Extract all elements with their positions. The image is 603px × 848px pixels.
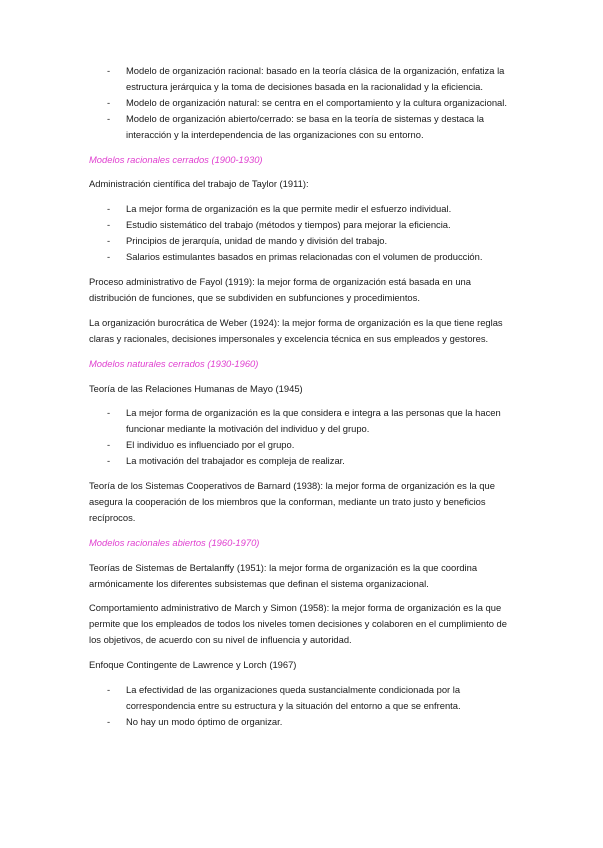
list-item bbox=[89, 453, 514, 469]
list-item bbox=[89, 95, 514, 111]
list-item bbox=[89, 201, 514, 217]
paragraph-lawrence-lorch: Enfoque Contingente de Lawrence y Lorch (1967) bbox=[89, 659, 297, 671]
dash-bullet: - bbox=[107, 112, 111, 124]
list-item-text: Estudio sistemático del trabajo (métodos y tiempos) para mejorar la eficiencia. bbox=[126, 219, 451, 231]
list-item-text: El individuo es influenciado por el grupo. bbox=[126, 439, 295, 451]
dash-bullet: - bbox=[107, 219, 111, 231]
list-item bbox=[89, 682, 514, 714]
list-item-text: Modelo de organización racional: basado en la teoría clásica de la organización, enfatiza la estructura jerárquica y la toma de decisiones basada en la racionalidad y la eficiencia. bbox=[126, 65, 505, 92]
dash-bullet: - bbox=[107, 251, 111, 263]
section-heading-naturales-cerrados: Modelos naturales cerrados (1930-1960) bbox=[89, 357, 259, 369]
section-heading-racionales-cerrados: Modelos racionales cerrados (1900-1930) bbox=[89, 153, 263, 165]
dash-bullet: - bbox=[107, 96, 111, 108]
paragraph-mayo: Teoría de las Relaciones Humanas de Mayo (1945) bbox=[89, 382, 303, 394]
list-item-text: La mejor forma de organización es la que considera e integra a las personas que la hacen funcionar mediante la motivación del individuo y del grupo. bbox=[126, 407, 501, 435]
contingente-list bbox=[89, 682, 514, 730]
paragraph-fayol: Proceso administrativo de Fayol (1919): la mejor forma de organización está basada en una distribución de funciones, que se subdividen en subfunciones y procedimientos. bbox=[89, 275, 471, 303]
list-item bbox=[89, 111, 514, 143]
dash-bullet: - bbox=[107, 407, 111, 419]
mayo-list bbox=[89, 405, 514, 469]
paragraph-weber: La organización burocrática de Weber (1924): la mejor forma de organización es la que tiene reglas claras y racionales, decisiones impersonales y excelencia técnica en sus empleados y gestores. bbox=[89, 316, 503, 344]
list-item bbox=[89, 714, 514, 730]
list-item bbox=[89, 249, 514, 265]
dash-bullet: - bbox=[107, 65, 111, 76]
dash-bullet: - bbox=[107, 684, 111, 696]
dash-bullet: - bbox=[107, 439, 111, 451]
dash-bullet: - bbox=[107, 203, 111, 215]
dash-bullet: - bbox=[107, 715, 111, 727]
paragraph-bertalanffy: Teorías de Sistemas de Bertalanffy (1951): la mejor forma de organización es la que coordina armónicamente los diferentes subsistemas que definan el sistema organizacional. bbox=[89, 561, 478, 589]
section-heading-racionales-abiertos: Modelos racionales abiertos (1960-1970) bbox=[89, 536, 260, 548]
list-item bbox=[89, 217, 514, 233]
list-item-text: La mejor forma de organización es la que permite medir el esfuerzo individual. bbox=[126, 203, 452, 215]
list-item-text: La efectividad de las organizaciones queda sustancialmente condicionada por la correspondencia entre su estructura y la situación del entorno a que se enfrenta. bbox=[126, 684, 461, 711]
paragraph-barnard: Teoría de los Sistemas Cooperativos de Barnard (1938): la mejor forma de organización es la que asegura la cooperación de los miembros que la conforman, mediante un trato justo y beneficios recíprocos. bbox=[89, 480, 495, 523]
list-item-text: La motivación del trabajador es compleja de realizar. bbox=[126, 455, 345, 467]
dash-bullet: - bbox=[107, 235, 111, 247]
list-item-text: Principios de jerarquía, unidad de mando y división del trabajo. bbox=[126, 235, 388, 247]
document-body bbox=[89, 63, 514, 739]
paragraph-march-simon: Comportamiento administrativo de March y Simon (1958): la mejor forma de organización es la que permite que los empleados de todos los niveles tomen decisiones y colaboren en el cumplimiento de los objetivos, de acuerdo con su nivel de influencia y autoridad. bbox=[89, 602, 507, 646]
list-item bbox=[89, 63, 514, 95]
list-item-text: Salarios estimulantes basados en primas relacionadas con el volumen de producción. bbox=[126, 251, 483, 263]
list-item-text: Modelo de organización natural: se centra en el comportamiento y la cultura organizacional. bbox=[126, 96, 507, 108]
list-item bbox=[89, 233, 514, 249]
list-item-text: Modelo de organización abierto/cerrado: se basa en la teoría de sistemas y destaca la interacción y la interdependencia de las organizaciones con su entorno. bbox=[126, 112, 485, 140]
taylor-list bbox=[89, 201, 514, 265]
intro-list bbox=[89, 63, 514, 143]
list-item bbox=[89, 437, 514, 453]
list-item-text: No hay un modo óptimo de organizar. bbox=[126, 715, 283, 727]
list-item bbox=[89, 405, 514, 437]
dash-bullet: - bbox=[107, 455, 111, 467]
paragraph-taylor: Administración científica del trabajo de Taylor (1911): bbox=[89, 178, 309, 190]
